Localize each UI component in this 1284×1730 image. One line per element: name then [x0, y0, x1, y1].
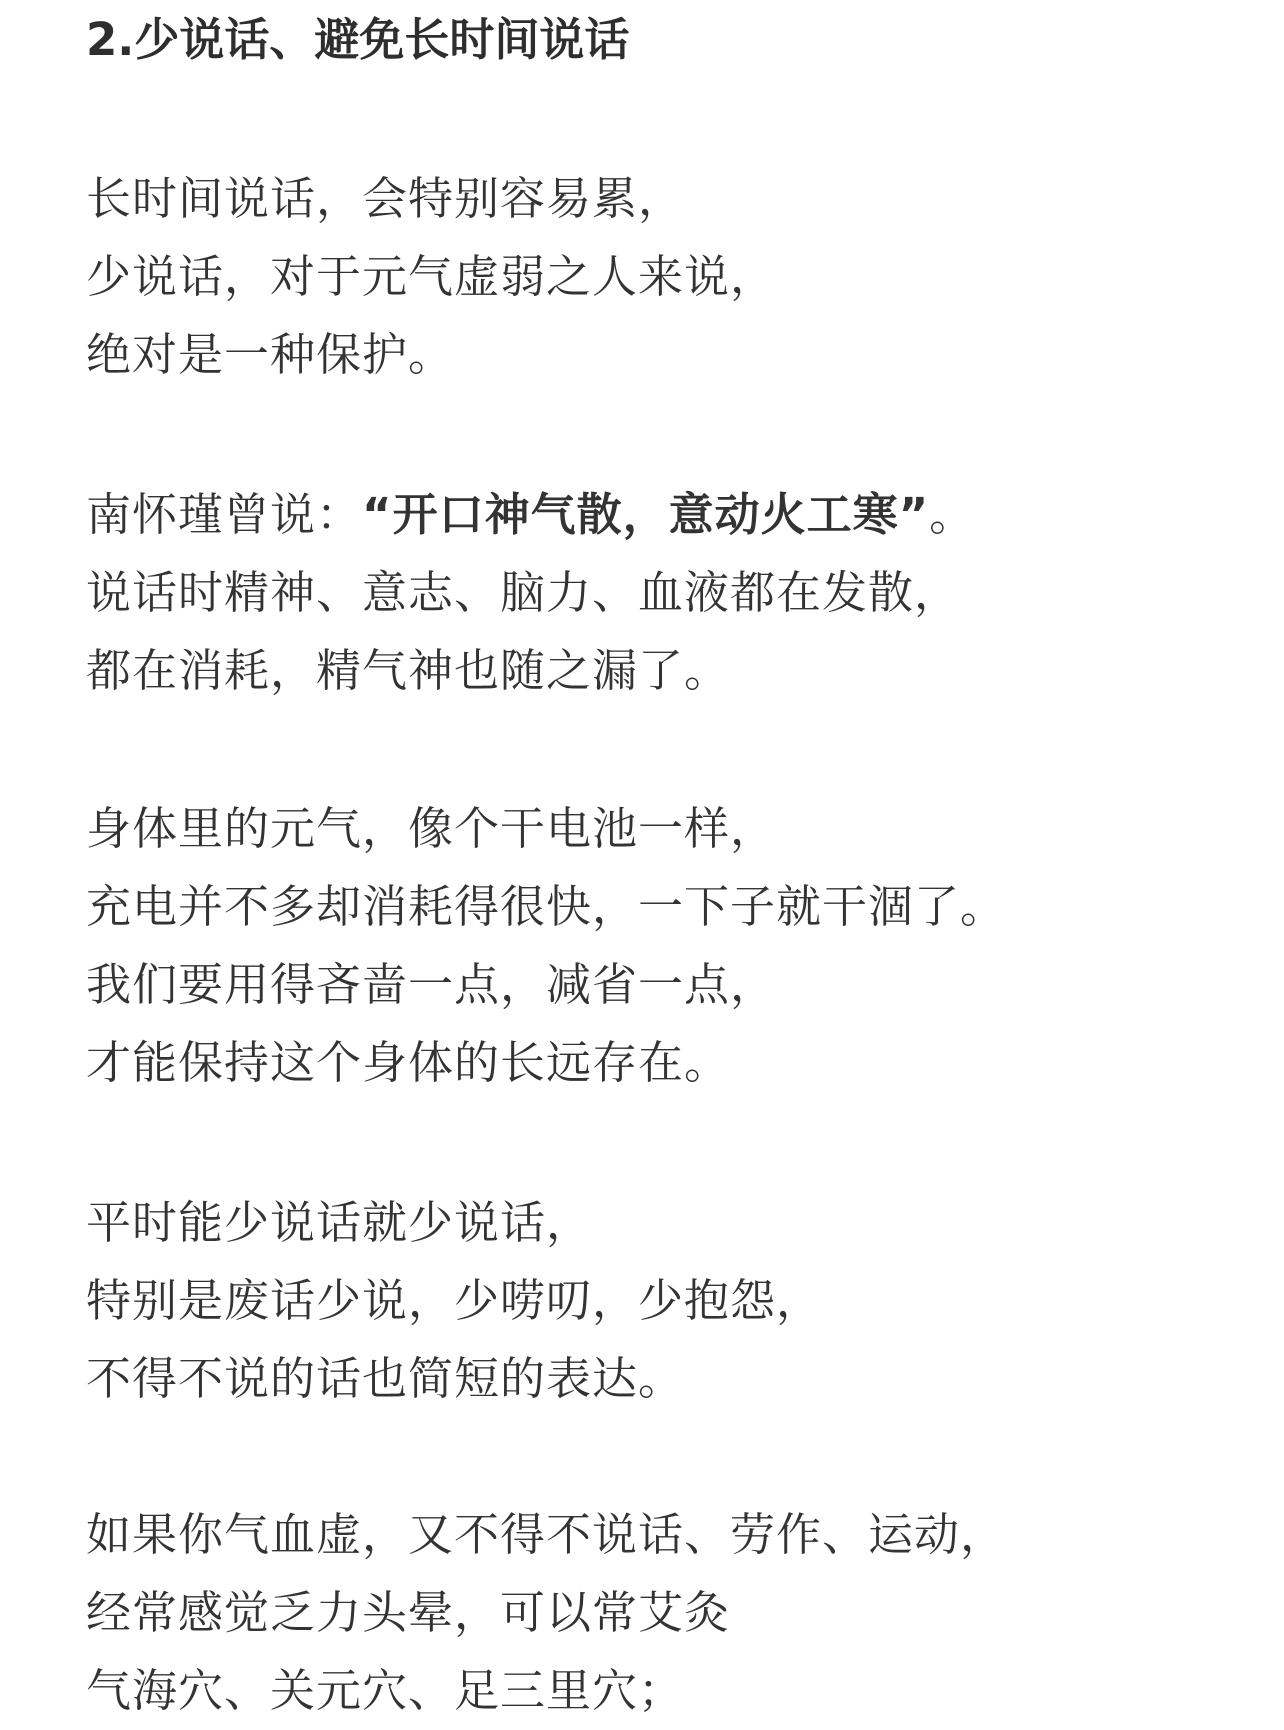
text-line: 特别是废话少说，少唠叨，少抱怨， — [86, 1274, 823, 1327]
text-line: 才能保持这个身体的长远存在。 — [86, 1036, 731, 1089]
text-line: 如果你气血虚，又不得不说话、劳作、运动， — [86, 1508, 1007, 1561]
text-line: 说话时精神、意志、脑力、血液都在发散， — [86, 566, 961, 619]
text-line: 长时间说话，会特别容易累， — [86, 172, 685, 225]
text-line: 少说话，对于元气虚弱之人来说， — [86, 250, 777, 303]
article-body — [86, 0, 1246, 1717]
paragraph-5 — [86, 1496, 1006, 1730]
text-line: 绝对是一种保护。 — [86, 328, 455, 381]
paragraph-3 — [86, 790, 1006, 1102]
paragraph-2 — [86, 476, 975, 710]
section-heading: 2.少说话、避免长时间说话 — [86, 13, 630, 66]
bold-quote: “开口神气散，意动火工寒” — [362, 488, 930, 541]
text-line: 平时能少说话就少说话， — [86, 1196, 593, 1249]
text-line: 不得不说的话也简短的表达。 — [86, 1352, 685, 1405]
quote-prefix: 南怀瑾曾说： — [86, 488, 363, 541]
paragraph-4 — [86, 1184, 822, 1418]
text-line: 充电并不多却消耗得很快，一下子就干涸了。 — [86, 880, 1007, 933]
text-line: 我们要用得吝啬一点，减省一点， — [86, 958, 777, 1011]
quote-suffix: 。 — [929, 488, 976, 541]
text-line: 经常感觉乏力头晕，可以常艾灸 — [86, 1586, 731, 1639]
text-line: 身体里的元气，像个干电池一样， — [86, 802, 777, 855]
text-line: 都在消耗，精气神也随之漏了。 — [86, 644, 731, 697]
paragraph-1 — [86, 160, 776, 394]
quote-line — [86, 476, 975, 554]
text-line: 气海穴、关元穴、足三里穴； — [86, 1664, 685, 1717]
